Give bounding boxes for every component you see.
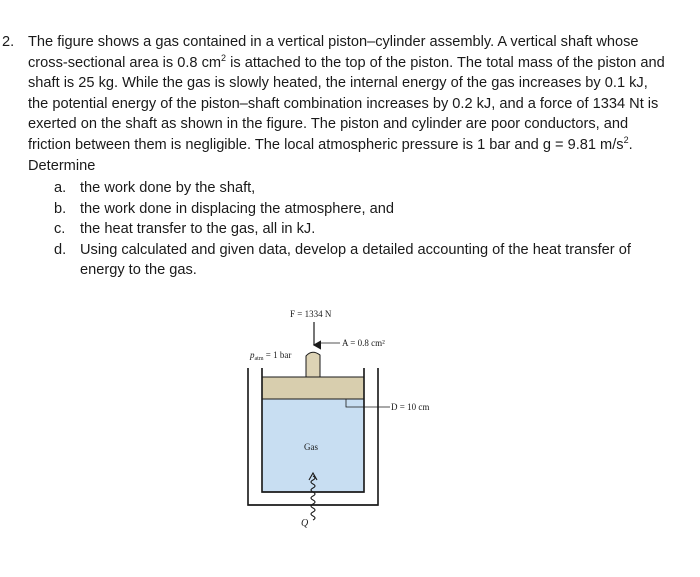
question-number: 2. [2,34,15,50]
area-superscript: 2 [221,52,227,63]
cylinder-wall-fill-left [249,368,261,504]
part-letter: b. [54,200,67,217]
cylinder-wall-fill-bottom [249,493,377,504]
part-letter: d. [54,241,67,258]
patm-p: p [250,350,255,360]
part-text: Using calculated and given data, develop a detailed accounting of the heat transfer of energy to the gas. [80,241,631,279]
text-part-3: . Determine [28,136,633,174]
part-text: the work done by the shaft, [80,180,256,196]
q-label: Q [301,518,309,529]
area-label: A = 0.8 cm² [342,338,385,348]
text-part-2: is attached to the top of the piston. The total mass of the piston and shaft is 25 kg. While the gas is slowly heated, the internal energy of the gas increases by 0.1 kJ, the potential energy of the piston–shaft combination increases by 0.2 kJ, and a force of 1334 Nt is exerted on the shaft as shown in the figure. The piston and cylinder are poor conductors, and friction between them is negligible. The local atmospheric pressure is 1 bar and g = 9.81 m/s [28,54,665,153]
g-superscript: 2 [623,135,629,146]
patm-sub: atm [254,356,264,362]
part-text: the heat transfer to the gas, all in kJ. [80,221,316,238]
piston [262,377,364,399]
cylinder-wall-fill-right [365,368,377,504]
force-label: F = 1334 N [290,309,332,319]
part-letter: c. [54,221,66,238]
gas-label: Gas [304,442,318,452]
patm-label [249,350,291,362]
diameter-label: D = 10 cm [391,402,430,412]
part-letter: a. [54,180,67,196]
text-part-1: The figure shows a gas contained in a vertical piston–cylinder assembly. A vertical shaft whose cross-sectional area is 0.8 cm [28,34,639,71]
shaft [306,352,320,377]
patm-value: = 1 bar [263,350,292,360]
part-text: the work done in displacing the atmosphere, and [80,200,394,217]
